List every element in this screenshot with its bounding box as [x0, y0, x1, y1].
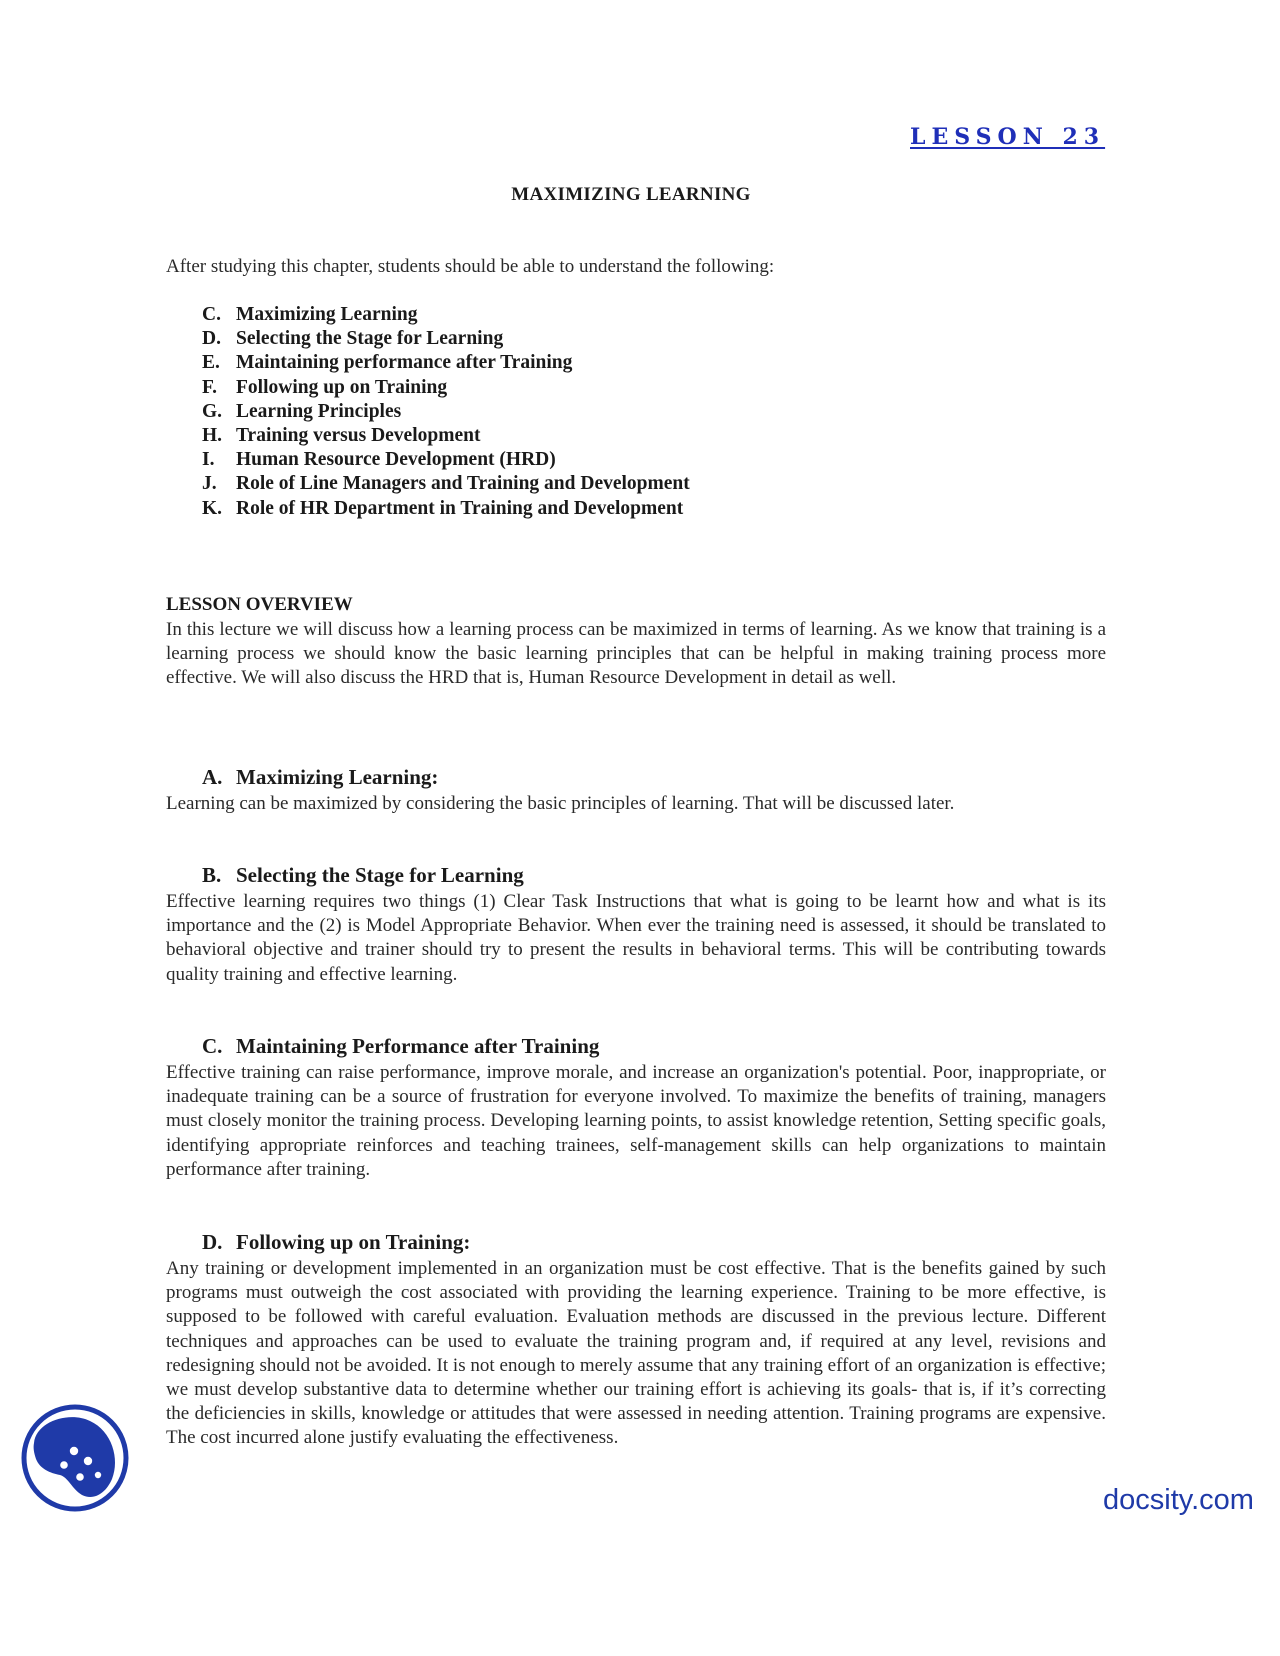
section-c-paragraph: Effective training can raise performance, improve morale, and increase an organization's potential. Poor, inappropriate, or inadequate training can be a source of frustration for everyone involved. To maximize the benefits of training, managers must closely monitor the training process. Developing learning points, to assist knowledge retention, Setting specific goals, identifying appropriate reinforces and teaching trainees, self-management skills can help organizations to maintain performance after training.	[166, 1062, 1106, 1180]
list-item: G. Learning Principles	[202, 400, 402, 422]
overview-heading: LESSON OVERVIEW	[166, 594, 353, 615]
section-heading-a: A. Maximizing Learning:	[202, 765, 439, 789]
list-item: C. Maximizing Learning	[202, 304, 418, 325]
intro-text: After studying this chapter, students should be able to understand the following:	[166, 256, 775, 277]
overview-paragraph: In this lecture we will discuss how a learning process can be maximized in terms of learning. As we know that training is a learning process we should know the basic learning principles that can be helpful in making training process more effective. We will also discuss the HRD that is, Human Resource Development in detail as well.	[166, 619, 1106, 689]
section-heading-b: B. Selecting the Stage for Learning	[202, 863, 524, 887]
list-item: E. Maintaining performance after Training	[202, 352, 573, 374]
list-item: J. Role of Line Managers and Training and Development	[202, 473, 690, 495]
lesson-number: LESSON 23	[910, 124, 1106, 150]
brand-link[interactable]: docsity.com	[1103, 1484, 1254, 1516]
list-item: I. Human Resource Development (HRD)	[202, 449, 556, 471]
docsity-logo-icon	[20, 1403, 130, 1513]
list-item: H. Training versus Development	[202, 424, 481, 446]
list-item: D. Selecting the Stage for Learning	[202, 328, 504, 350]
section-b-paragraph: Effective learning requires two things (1) Clear Task Instructions that what is going to be learnt how and what is its importance and the (2) is Model Appropriate Behavior. When ever the training need is assessed, it should be translated to behavioral objective and trainer should try to present the results in behavioral terms. This will be contributing towards quality training and effective learning.	[166, 891, 1106, 985]
section-a-paragraph: Learning can be maximized by considering the basic principles of learning. That will be discussed later.	[166, 793, 955, 814]
page-title: MAXIMIZING LEARNING	[511, 184, 751, 205]
list-item: K. Role of HR Department in Training and Development	[202, 497, 684, 519]
section-heading-d: D. Following up on Training:	[202, 1230, 471, 1254]
section-d-paragraph: Any training or development implemented in an organization must be cost effective. That is the benefits gained by such programs must outweigh the cost associated with providing the learning experience. Training to be more effective, is supposed to be followed with careful evaluation. Evaluation methods are discussed in the previous lecture. Different techniques and approaches can be used to evaluate the training program and, if required at any level, revisions and redesigning should not be avoided. It is not enough to merely assume that any training effort of an organization is effective; we must develop substantive data to determine whether our training effort is achieving its goals- that is, if it’s correcting the deficiencies in skills, knowledge or attitudes that were assessed in needing attention. Training programs are expensive. The cost incurred alone justify evaluating the effectiveness.	[166, 1258, 1106, 1449]
topics-list	[202, 303, 690, 521]
section-heading-c: C. Maintaining Performance after Training	[202, 1034, 600, 1058]
list-item: F. Following up on Training	[202, 376, 448, 398]
